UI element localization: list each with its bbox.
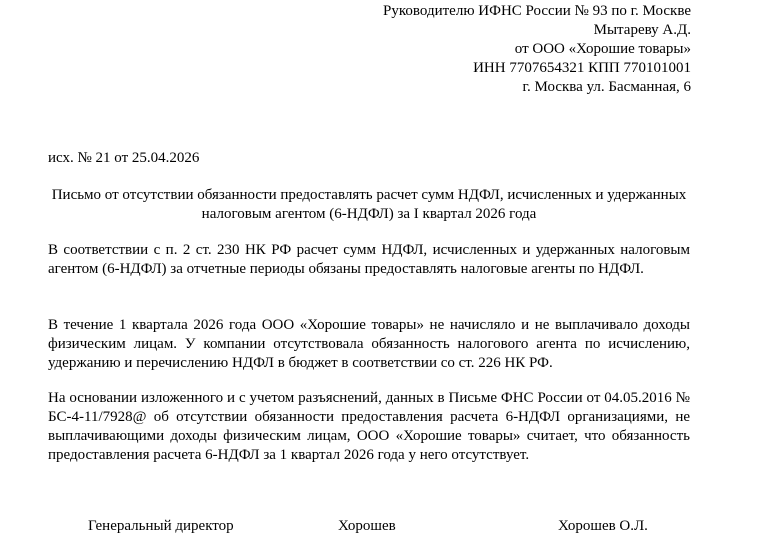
signatory-name: Хорошев О.Л. — [558, 518, 648, 534]
outgoing-number: исх. № 21 от 25.04.2026 — [48, 150, 200, 166]
addressee-block — [383, 2, 691, 97]
signature: Хорошев — [338, 518, 396, 534]
paragraph-legal-basis: В соответствии с п. 2 ст. 230 НК РФ расчет сумм НДФЛ, исчисленных и удержанных налоговым агентом (6-НДФЛ) за отчетные периоды обязаны предоставлять налоговые агенты по НДФЛ. — [48, 242, 690, 277]
sender-address: г. Москва ул. Басманная, 6 — [522, 79, 691, 95]
addressee-recipient: Руководителю ИФНС России № 93 по г. Москве — [383, 3, 691, 19]
paragraph-conclusion: На основании изложенного и с учетом разъяснений, данных в Письме ФНС России от 04.05.2016 № БС-4-11/7928@ об отсутствии обязанности предоставления расчета 6-НДФЛ организациями, не выплачивающими доходы физическим лицам, ООО «Хорошие товары» считает, что обязанность предоставления расчета 6-НДФЛ за 1 квартал 2026 года у него отсутствует. — [48, 390, 690, 463]
paragraph-no-payments: В течение 1 квартала 2026 года ООО «Хорошие товары» не начисляло и не выплачивало доходы физическим лицам. У компании отсутствовала обязанность налогового агента по исчислению, удержанию и перечислению НДФЛ в бюджет в соответствии со ст. 226 НК РФ. — [48, 317, 690, 371]
addressee-name: Мытареву А.Д. — [593, 22, 691, 38]
letter-subject: Письмо от отсутствии обязанности предоставлять расчет сумм НДФЛ, исчисленных и удержанных налоговым агентом (6-НДФЛ) за I квартал 2026 года — [51, 187, 687, 222]
sender-inn-kpp: ИНН 7707654321 КПП 770101001 — [473, 60, 691, 76]
signatory-title: Генеральный директор — [88, 518, 234, 534]
sender-company: от ООО «Хорошие товары» — [514, 41, 691, 57]
